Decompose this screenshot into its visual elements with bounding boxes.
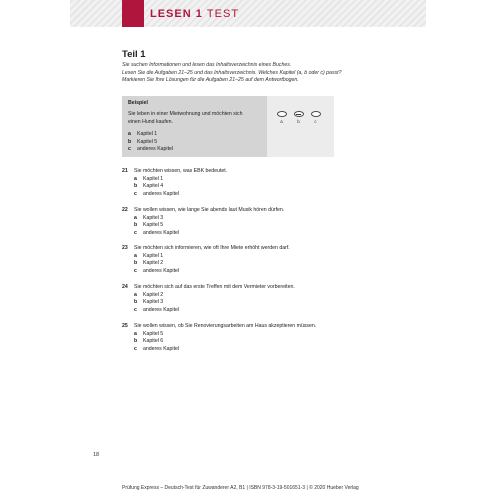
question-option: b Kapitel 6 xyxy=(134,338,164,345)
example-label: Beispiel xyxy=(128,100,148,106)
page-title-main: LESEN 1 xyxy=(150,8,203,20)
section-heading: Teil 1 xyxy=(122,49,146,60)
question-option: a Kapitel 3 xyxy=(134,214,164,221)
question-option: a Kapitel 1 xyxy=(134,175,164,182)
example-option: a Kapitel 1 xyxy=(128,131,158,137)
question-option: c anderes Kapitel xyxy=(134,267,180,274)
instruction-line: Sie suchen Informationen und lesen das Inhaltsverzeichnis eines Buches. xyxy=(122,62,292,68)
question-option: b Kapitel 4 xyxy=(134,183,164,190)
answer-bubble-label: b xyxy=(297,119,300,124)
instruction-line: Markieren Sie Ihre Lösungen für die Aufgaben 21–25 auf dem Antwortbogen. xyxy=(122,77,299,84)
answer-bubble-a[interactable] xyxy=(277,111,287,117)
question-option: b Kapitel 3 xyxy=(134,299,164,306)
answer-bubble-label: a xyxy=(280,119,283,124)
footer-text: Prüfung Express – Deutsch-Test für Zuwanderer A2, B1 | ISBN 978-3-19-501651-3 | © 2020 Hueber Verlag xyxy=(122,485,359,491)
page-title-sub: TEST xyxy=(206,8,240,20)
header-accent-block xyxy=(122,0,144,27)
question-option: c anderes Kapitel xyxy=(134,306,180,313)
question-text: Sie möchten sich auf das erste Treffen mit dem Vermieter vorbereiten. xyxy=(134,284,295,290)
question-number: 22 xyxy=(122,207,128,213)
example-option: c anderes Kapitel xyxy=(128,146,174,153)
question-text: Sie wollen wissen, ob Sie Renovierungsarbeiten am Haus akzeptieren müssen. xyxy=(134,323,317,329)
question-option: a Kapitel 2 xyxy=(134,291,164,298)
question-number: 24 xyxy=(122,284,128,290)
question-option: a Kapitel 5 xyxy=(134,330,164,337)
question-option: a Kapitel 1 xyxy=(134,252,164,259)
question-21 xyxy=(122,168,402,198)
question-number: 21 xyxy=(122,168,128,174)
question-option: c anderes Kapitel xyxy=(134,190,180,197)
example-box xyxy=(122,96,267,157)
question-text: Sie möchten wissen, was EBK bedeutet. xyxy=(134,168,228,174)
question-text: Sie möchten sich informieren, wie oft Ihre Miete erhöht werden darf. xyxy=(134,245,290,251)
instruction-line: Lesen Sie die Aufgaben 21–25 und das Inhaltsverzeichnis. Welches Kapitel (a, b oder c) passt? xyxy=(122,69,342,76)
example-stem: Sie leben in einer Mietwohnung und möchten sich einen Hund kaufen. xyxy=(128,111,243,125)
instructions xyxy=(122,62,402,85)
question-option: c anderes Kapitel xyxy=(134,229,180,236)
example-option: b Kapitel 5 xyxy=(128,138,158,145)
question-number: 23 xyxy=(122,245,128,251)
question-option: b Kapitel 5 xyxy=(134,222,164,229)
question-22 xyxy=(122,207,402,237)
question-text: Sie wollen wissen, wie lange Sie abends laut Musik hören dürfen. xyxy=(134,207,285,213)
answer-bubble-label: c xyxy=(314,119,317,124)
question-25 xyxy=(122,323,402,353)
answer-bubble-c[interactable] xyxy=(311,111,321,117)
answer-bubble-b[interactable] xyxy=(294,111,304,117)
question-option: c anderes Kapitel xyxy=(134,345,180,352)
example-answer-panel xyxy=(267,96,334,157)
question-option: b Kapitel 2 xyxy=(134,260,164,267)
page-number: 18 xyxy=(93,452,100,458)
answer-bubbles xyxy=(276,111,321,124)
page-title xyxy=(150,8,239,20)
question-number: 25 xyxy=(122,323,128,329)
question-24 xyxy=(122,284,402,314)
question-23 xyxy=(122,245,402,275)
